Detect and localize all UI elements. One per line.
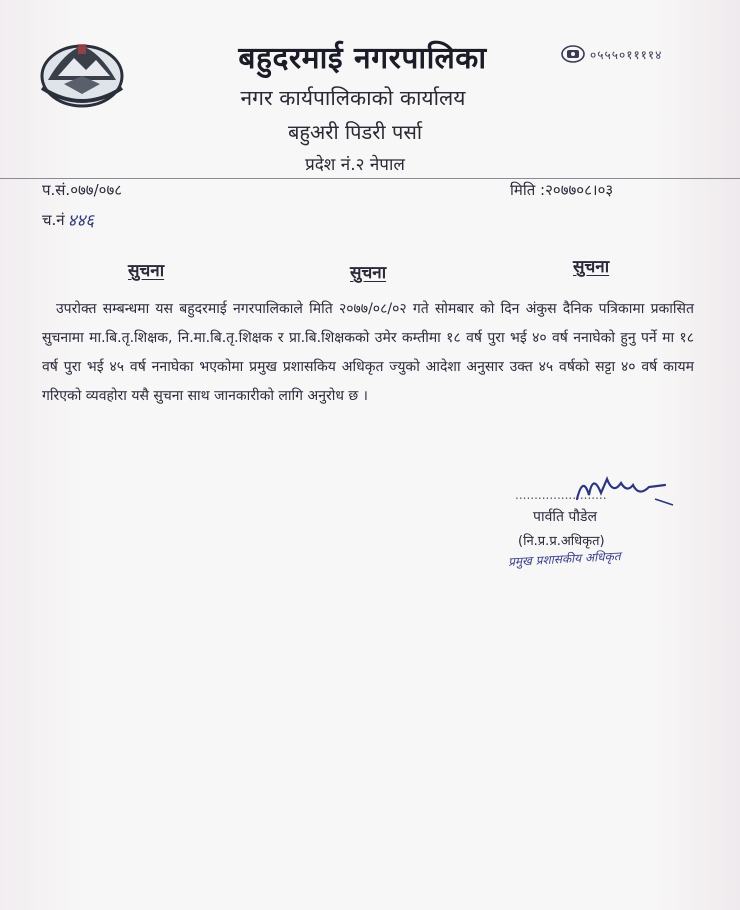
phone-block xyxy=(560,44,662,64)
dispatch-number: ४४६ xyxy=(67,211,95,231)
letter-date: मिति :२०७७०८।०३ xyxy=(510,181,614,199)
province: प्रदेश नं.२ नेपाल xyxy=(305,155,405,175)
office-address: बहुअरी पिडरी पर्सा xyxy=(287,120,423,144)
signatory-name: पार्वति पौडेल xyxy=(533,509,597,525)
notice-body: उपरोक्त सम्बन्धमा यस बहुदरमाई नगरपालिकाले मिति २०७७/०८/०२ गते सोमबार को दिन अंकुस दैनिक पत्रिकामा प्रकासित सुचनामा मा.बि.तृ.शिक्षक, नि.मा.बि.तृ.शिक्षक र प्रा.बि.शिक्षकको उमेर कम्तीमा १८ वर्ष पुरा भई ४० वर्ष ननाघेको हुनु पर्ने मा १८ वर्ष पुरा भई ४५ वर्ष ननाघेका भएकोमा प्रमुख प्रशासकिय अधिकृत ज्युको आदेशा अनुसार उक्त ४५ वर्षको सट्टा ४० वर्ष कायम गरिएको व्यवहोरा यसै सुचना साथ जानकारीको लागि अनुरोध छ । xyxy=(42,301,694,404)
notice-heading-left: सुचना xyxy=(128,261,165,281)
official-stamp: प्रमुख प्रशासकीय अधिकृत xyxy=(507,549,621,569)
signatory-title: (नि.प्र.प्र.अधिकृत) xyxy=(518,534,605,549)
reference-number: प.सं.०७७/०७८ xyxy=(42,181,123,199)
header-divider xyxy=(0,178,740,179)
telephone-icon xyxy=(560,44,586,64)
dispatch-number-line xyxy=(42,208,94,231)
dispatch-label: च.नं xyxy=(42,210,65,229)
office-name: नगर कार्यपालिकाको कार्यालय xyxy=(240,86,466,110)
notice-heading-center: सुचना xyxy=(350,263,387,283)
signature-dots: ........................ xyxy=(515,488,607,502)
nepal-emblem-icon xyxy=(34,36,130,110)
notice-heading-right: सुचना xyxy=(573,257,610,277)
phone-number: ०५५५०११११४ xyxy=(590,47,663,62)
organization-name: बहुदरमाई नगरपालिका xyxy=(238,41,487,76)
